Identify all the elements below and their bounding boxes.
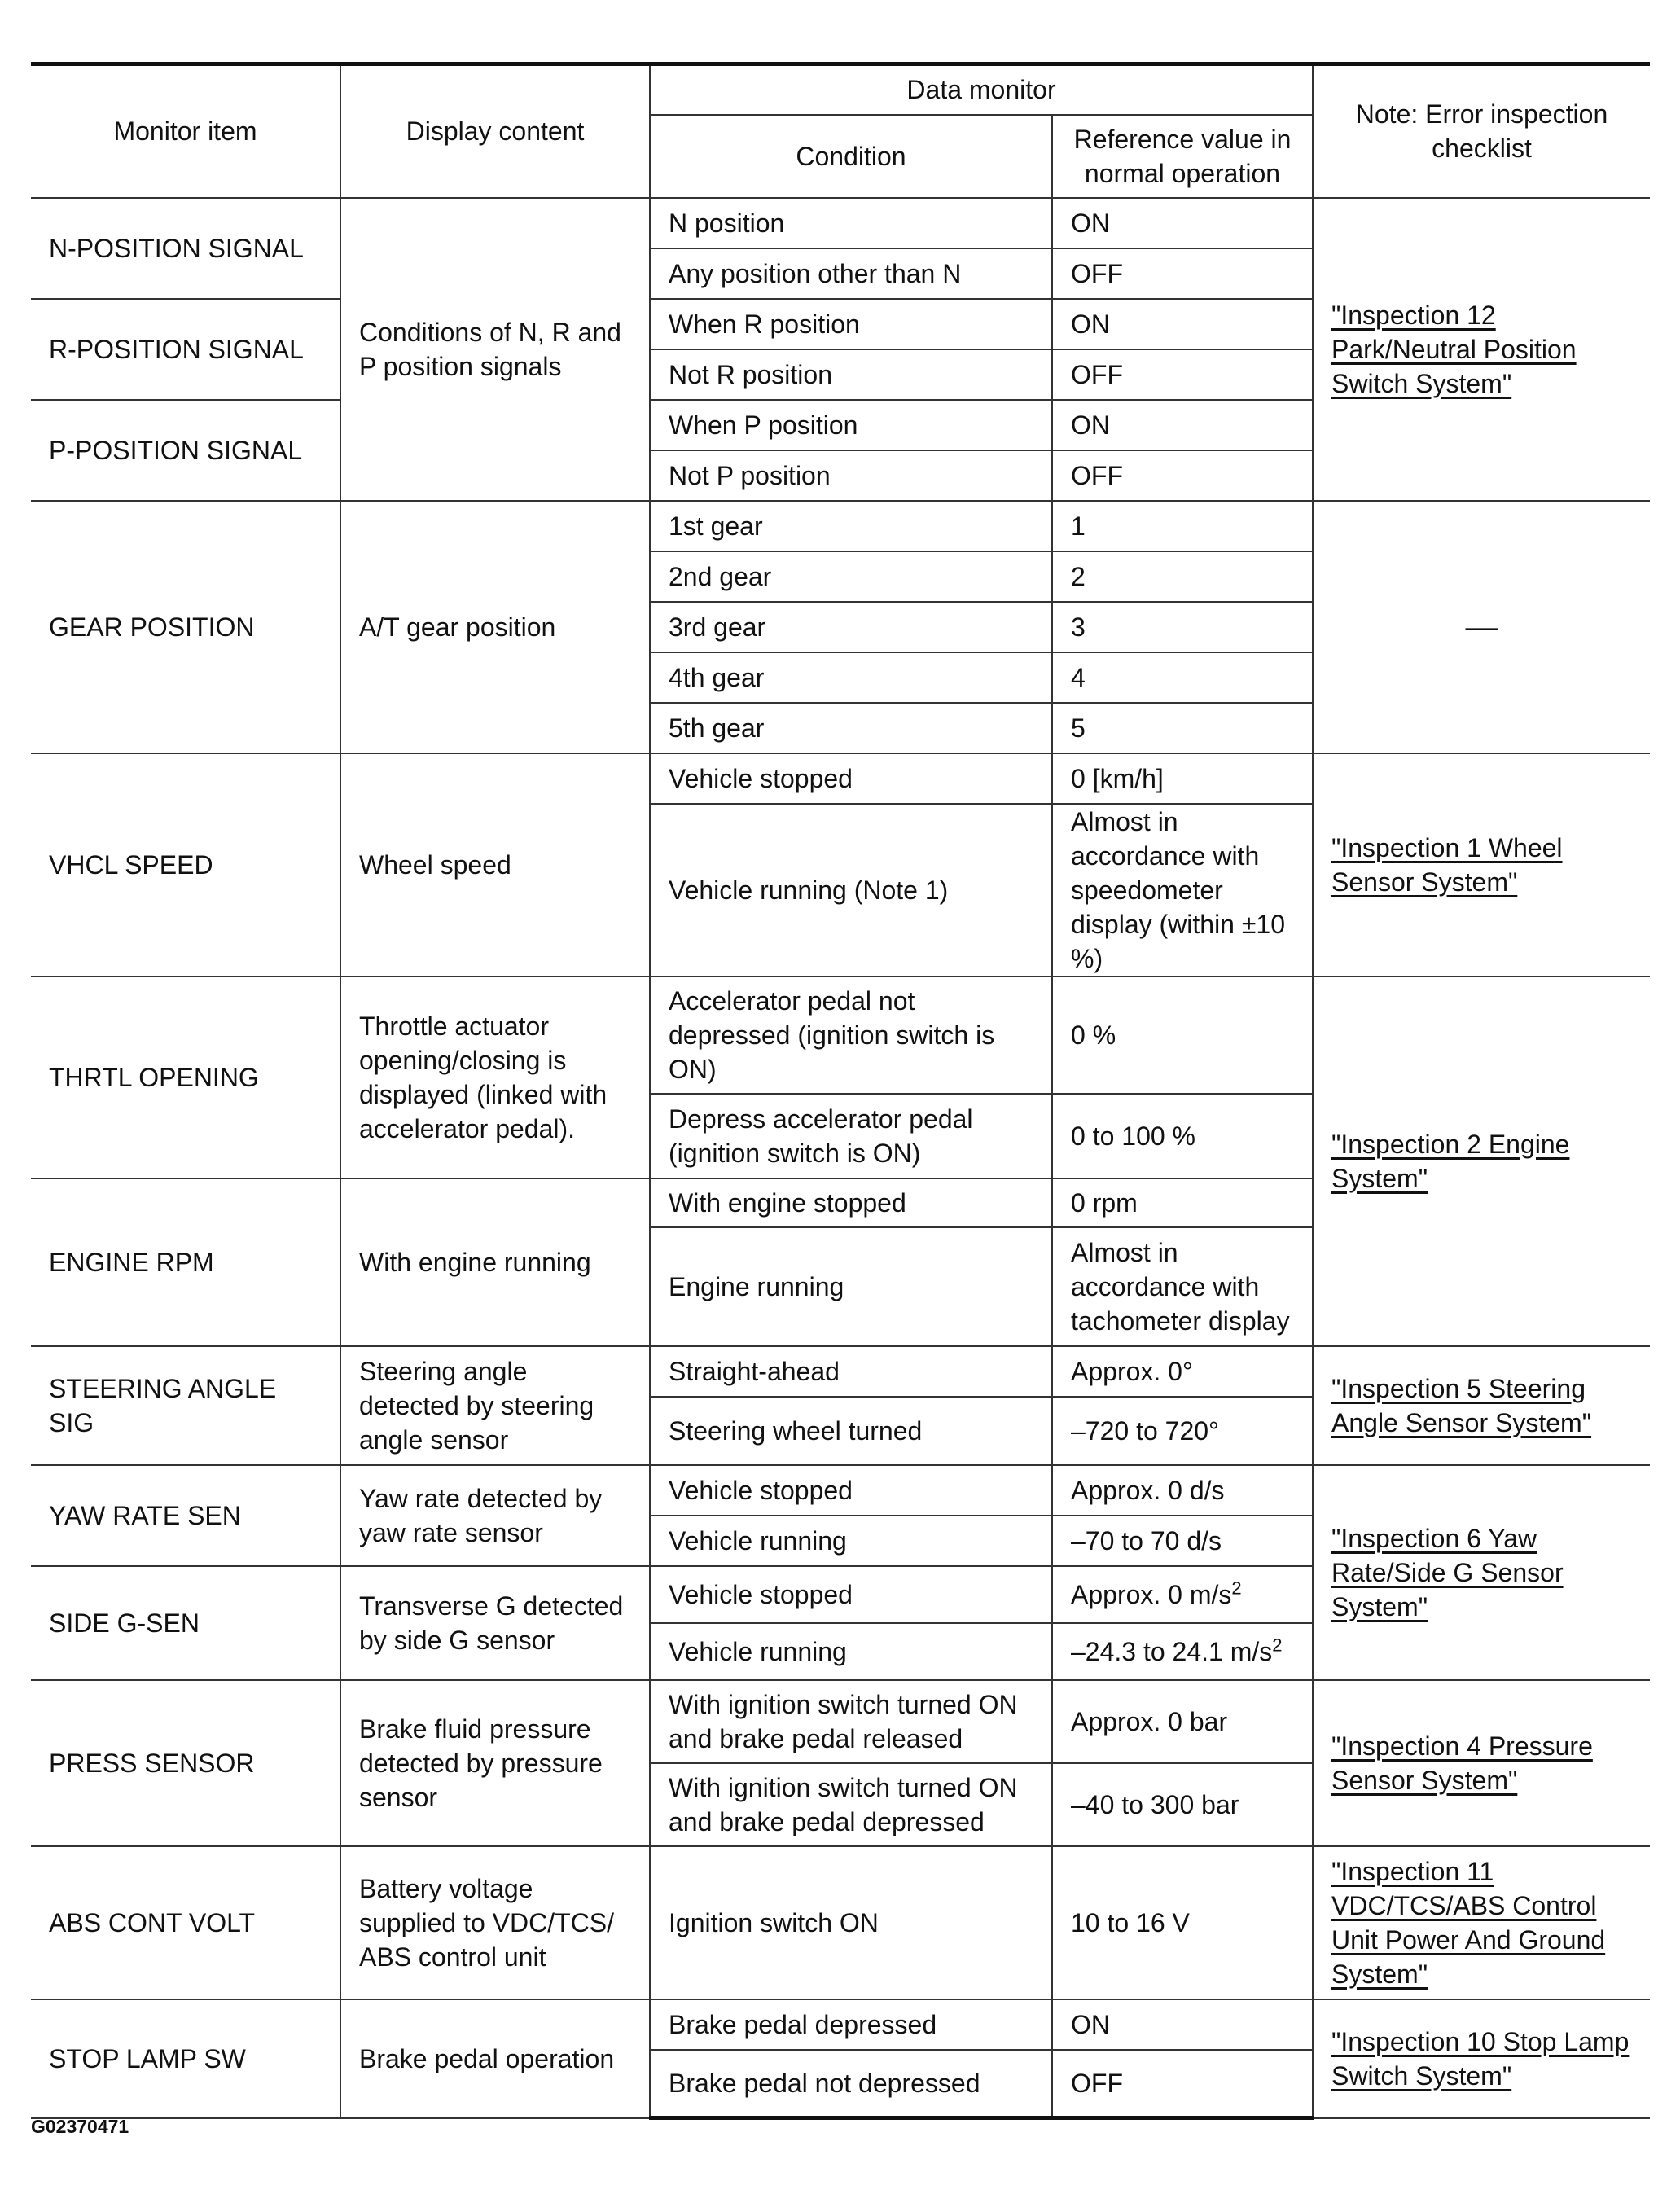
header-note: Note: Error inspection checklist xyxy=(1313,64,1650,198)
display-wheel-speed: Wheel speed xyxy=(340,753,650,976)
table-row xyxy=(31,501,1650,551)
monitor-item-steering-angle: STEERING ANGLE SIG xyxy=(31,1346,340,1465)
condition-cell: Depress accelerator pedal (ignition switch is ON) xyxy=(650,1094,1052,1178)
condition-cell: Not P position xyxy=(650,450,1052,501)
reference-value-cell: Approx. 0° xyxy=(1052,1346,1313,1397)
display-engine-running: With engine running xyxy=(340,1178,650,1346)
reference-value-cell: ON xyxy=(1052,400,1313,450)
condition-cell: Straight-ahead xyxy=(650,1346,1052,1397)
condition-cell: Ignition switch ON xyxy=(650,1846,1052,1999)
condition-cell: 4th gear xyxy=(650,652,1052,703)
header-data-monitor: Data monitor xyxy=(650,64,1313,115)
reference-value-cell: 0 [km/h] xyxy=(1052,753,1313,804)
note-inspection-12: "Inspection 12 Park/Neutral Position Switch System" xyxy=(1313,198,1650,501)
note-none: — xyxy=(1313,501,1650,753)
table-row xyxy=(31,1346,1650,1397)
condition-cell: Vehicle stopped xyxy=(650,1566,1052,1623)
reference-value-cell xyxy=(1052,1566,1313,1623)
value-text: Approx. 0 m/s xyxy=(1071,1579,1232,1609)
table-row xyxy=(31,976,1650,1094)
display-press-sensor: Brake fluid pressure detected by pressure sensor xyxy=(340,1680,650,1846)
table-body xyxy=(31,198,1650,2118)
reference-value-cell: 10 to 16 V xyxy=(1052,1846,1313,1999)
monitor-item-p-position: P-POSITION SIGNAL xyxy=(31,400,340,501)
condition-cell: Vehicle running (Note 1) xyxy=(650,804,1052,976)
condition-cell: Accelerator pedal not depressed (ignition switch is ON) xyxy=(650,976,1052,1094)
reference-value-cell: –40 to 300 bar xyxy=(1052,1763,1313,1846)
reference-value-cell: ON xyxy=(1052,1999,1313,2050)
condition-cell: Vehicle running xyxy=(650,1623,1052,1680)
table-row xyxy=(31,1999,1650,2050)
reference-value-cell: ON xyxy=(1052,299,1313,349)
reference-value-cell: 3 xyxy=(1052,602,1313,652)
condition-cell: 2nd gear xyxy=(650,551,1052,602)
note-inspection-1: "Inspection 1 Wheel Sensor System" xyxy=(1313,753,1650,976)
display-position-signals: Conditions of N, R and P position signals xyxy=(340,198,650,501)
display-steering-angle: Steering angle detected by steering angle sensor xyxy=(340,1346,650,1465)
condition-cell: Brake pedal not depressed xyxy=(650,2050,1052,2118)
table-row xyxy=(31,753,1650,804)
reference-value-cell: 0 rpm xyxy=(1052,1178,1313,1227)
reference-value-cell: OFF xyxy=(1052,248,1313,299)
reference-value-cell: Approx. 0 bar xyxy=(1052,1680,1313,1763)
condition-cell: Vehicle stopped xyxy=(650,753,1052,804)
reference-value-cell: 4 xyxy=(1052,652,1313,703)
figure-id: G02370471 xyxy=(31,2116,129,2137)
condition-cell: Engine running xyxy=(650,1227,1052,1346)
header-condition: Condition xyxy=(650,115,1052,198)
note-inspection-4: "Inspection 4 Pressure Sensor System" xyxy=(1313,1680,1650,1846)
table-header xyxy=(31,64,1650,198)
header-reference-value: Reference value in normal operation xyxy=(1052,115,1313,198)
superscript: 2 xyxy=(1272,1634,1283,1655)
reference-value-cell: 0 % xyxy=(1052,976,1313,1094)
condition-cell: When R position xyxy=(650,299,1052,349)
note-inspection-2: "Inspection 2 Engine System" xyxy=(1313,976,1650,1346)
monitor-item-r-position: R-POSITION SIGNAL xyxy=(31,299,340,400)
display-throttle-actuator: Throttle actuator opening/closing is displayed (linked with accelerator pedal). xyxy=(340,976,650,1178)
table-row xyxy=(31,1846,1650,1999)
reference-value-cell: OFF xyxy=(1052,349,1313,400)
monitor-item-abs-cont-volt: ABS CONT VOLT xyxy=(31,1846,340,1999)
condition-cell: Not R position xyxy=(650,349,1052,400)
display-abs-cont-volt: Battery voltage supplied to VDC/TCS/ ABS control unit xyxy=(340,1846,650,1999)
header-display-content: Display content xyxy=(340,64,650,198)
condition-cell: 3rd gear xyxy=(650,602,1052,652)
note-inspection-6: "Inspection 6 Yaw Rate/Side G Sensor System" xyxy=(1313,1465,1650,1680)
reference-value-cell: –70 to 70 d/s xyxy=(1052,1516,1313,1566)
header-monitor-item: Monitor item xyxy=(31,64,340,198)
display-gear-position: A/T gear position xyxy=(340,501,650,753)
reference-value-cell: Almost in accordance with speedometer display (within ±10 %) xyxy=(1052,804,1313,976)
reference-value-cell xyxy=(1052,1623,1313,1680)
reference-value-cell: OFF xyxy=(1052,450,1313,501)
monitor-item-vhcl-speed: VHCL SPEED xyxy=(31,753,340,976)
monitor-item-thrtl-opening: THRTL OPENING xyxy=(31,976,340,1178)
condition-cell: 5th gear xyxy=(650,703,1052,753)
reference-value-cell: –720 to 720° xyxy=(1052,1397,1313,1465)
display-yaw-rate: Yaw rate detected by yaw rate sensor xyxy=(340,1465,650,1566)
condition-cell: Steering wheel turned xyxy=(650,1397,1052,1465)
reference-value-cell: 5 xyxy=(1052,703,1313,753)
condition-cell: Vehicle running xyxy=(650,1516,1052,1566)
reference-value-cell: 0 to 100 % xyxy=(1052,1094,1313,1178)
table-row xyxy=(31,1465,1650,1516)
note-inspection-10: "Inspection 10 Stop Lamp Switch System" xyxy=(1313,1999,1650,2118)
data-monitor-table xyxy=(31,62,1650,2120)
monitor-item-press-sensor: PRESS SENSOR xyxy=(31,1680,340,1846)
table-row xyxy=(31,198,1650,248)
reference-value-cell: Approx. 0 d/s xyxy=(1052,1465,1313,1516)
note-inspection-11: "Inspection 11 VDC/TCS/ABS Control Unit Power And Ground System" xyxy=(1313,1846,1650,1999)
table-row xyxy=(31,1680,1650,1763)
display-side-g: Transverse G detected by side G sensor xyxy=(340,1566,650,1680)
superscript: 2 xyxy=(1231,1577,1242,1598)
condition-cell: Brake pedal depressed xyxy=(650,1999,1052,2050)
condition-cell: With engine stopped xyxy=(650,1178,1052,1227)
note-inspection-5: "Inspection 5 Steering Angle Sensor System" xyxy=(1313,1346,1650,1465)
condition-cell: N position xyxy=(650,198,1052,248)
condition-cell: When P position xyxy=(650,400,1052,450)
monitor-item-yaw-rate: YAW RATE SEN xyxy=(31,1465,340,1566)
condition-cell: With ignition switch turned ON and brake pedal depressed xyxy=(650,1763,1052,1846)
monitor-item-stop-lamp-sw: STOP LAMP SW xyxy=(31,1999,340,2118)
reference-value-cell: Almost in accordance with tachometer display xyxy=(1052,1227,1313,1346)
condition-cell: Any position other than N xyxy=(650,248,1052,299)
reference-value-cell: ON xyxy=(1052,198,1313,248)
monitor-item-side-g: SIDE G-SEN xyxy=(31,1566,340,1680)
condition-cell: 1st gear xyxy=(650,501,1052,551)
condition-cell: Vehicle stopped xyxy=(650,1465,1052,1516)
monitor-item-n-position: N-POSITION SIGNAL xyxy=(31,198,340,299)
reference-value-cell: 2 xyxy=(1052,551,1313,602)
monitor-item-engine-rpm: ENGINE RPM xyxy=(31,1178,340,1346)
monitor-item-gear-position: GEAR POSITION xyxy=(31,501,340,753)
condition-cell: With ignition switch turned ON and brake pedal released xyxy=(650,1680,1052,1763)
display-brake-pedal: Brake pedal operation xyxy=(340,1999,650,2118)
value-text: –24.3 to 24.1 m/s xyxy=(1071,1636,1273,1666)
reference-value-cell: 1 xyxy=(1052,501,1313,551)
reference-value-cell: OFF xyxy=(1052,2050,1313,2118)
